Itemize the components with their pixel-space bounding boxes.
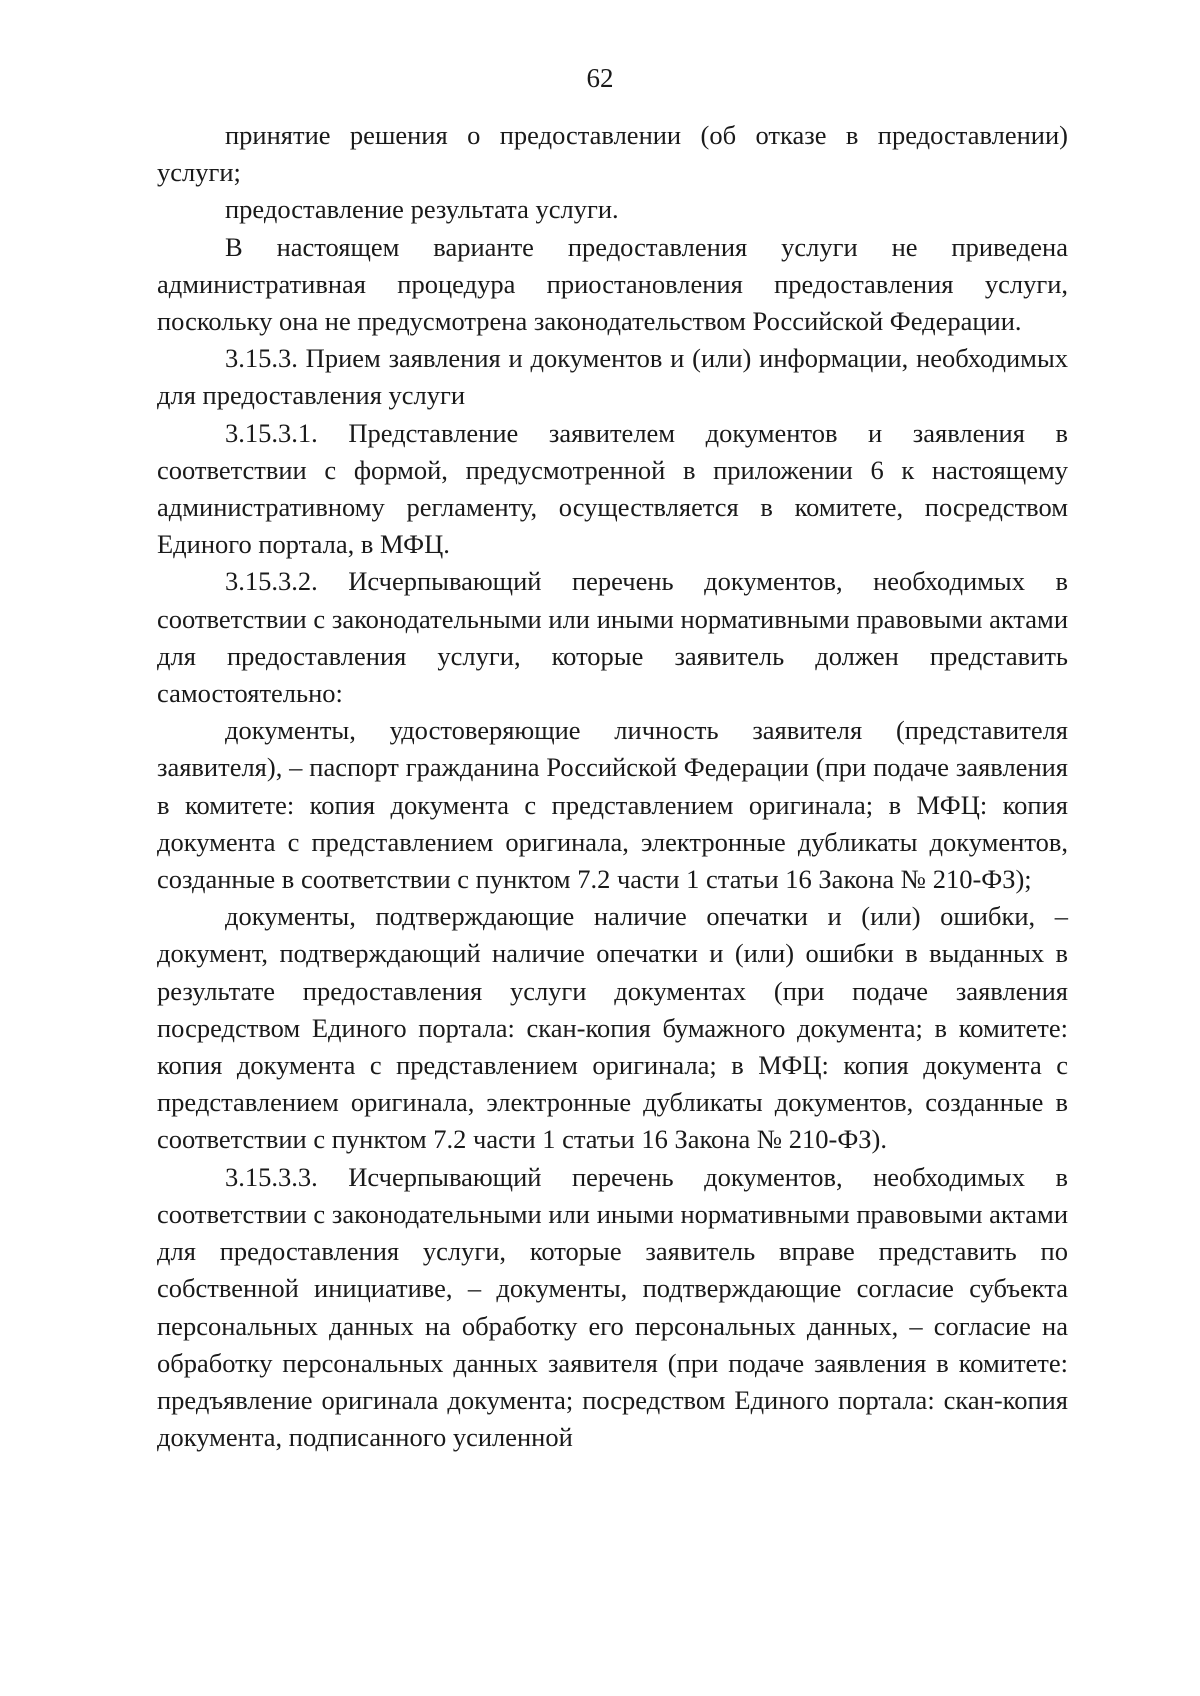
document-body [157, 117, 1068, 1456]
paragraph-result: предоставление результата услуги. [225, 194, 619, 225]
paragraph-section-3-15-3-2: 3.15.3.2. Исчерпывающий перечень документов, необходимых в соответствии с законодательными или иными нормативными правовыми актами для предоставления услуги, которые заявитель должен представить самостоятельно: [157, 566, 1068, 709]
paragraph-section-3-15-3-3: 3.15.3.3. Исчерпывающий перечень документов, необходимых в соответствии с законодательными или иными нормативными правовыми актами для предоставления услуги, которые заявитель вправе представить по собственной инициативе, – документы, подтверждающие согласие субъекта персональных данных на обработку его персональных данных, – согласие на обработку персональных данных заявителя (при подаче заявления в комитете: предъявление оригинала документа; посредством Единого портала: скан-копия документа, подписанного усиленной [157, 1161, 1068, 1453]
paragraph-suspension-note: В настоящем варианте предоставления услуги не приведена административная процедура приостановления предоставления услуги, поскольку она не предусмотрена законодательством Российской Федерации. [157, 231, 1068, 337]
page-number: 62 [586, 63, 614, 93]
paragraph-error-documents: документы, подтверждающие наличие опечатки и (или) ошибки, – документ, подтверждающий наличие опечатки и (или) ошибки в выданных в результате предоставления услуги документах (при подаче заявления посредством Единого портала: скан-копия бумажного документа; в комитете: копия документа с представлением оригинала; в МФЦ: копия документа с представлением оригинала, электронные дубликаты документов, созданные в соответствии с пунктом 7.2 части 1 статьи 16 Закона № 210-ФЗ). [157, 901, 1068, 1155]
paragraph-identity-documents: документы, удостоверяющие личность заявителя (представителя заявителя), – паспорт гражданина Российской Федерации (при подаче заявления в комитете: копия документа с представлением оригинала; в МФЦ: копия документа с представлением оригинала, электронные дубликаты документов, созданные в соответствии с пунктом 7.2 части 1 статьи 16 Закона № 210-ФЗ); [157, 715, 1068, 895]
paragraph-decision: принятие решения о предоставлении (об отказе в предоставлении) услуги; [157, 120, 1068, 188]
paragraph-section-3-15-3-1: 3.15.3.1. Представление заявителем документов и заявления в соответствии с формой, предусмотренной в приложении 6 к настоящему административному регламенту, осуществляется в комитете, посредством Единого портала, в МФЦ. [157, 417, 1068, 560]
paragraph-section-3-15-3: 3.15.3. Прием заявления и документов и (или) информации, необходимых для предоставления услуги [157, 343, 1068, 411]
